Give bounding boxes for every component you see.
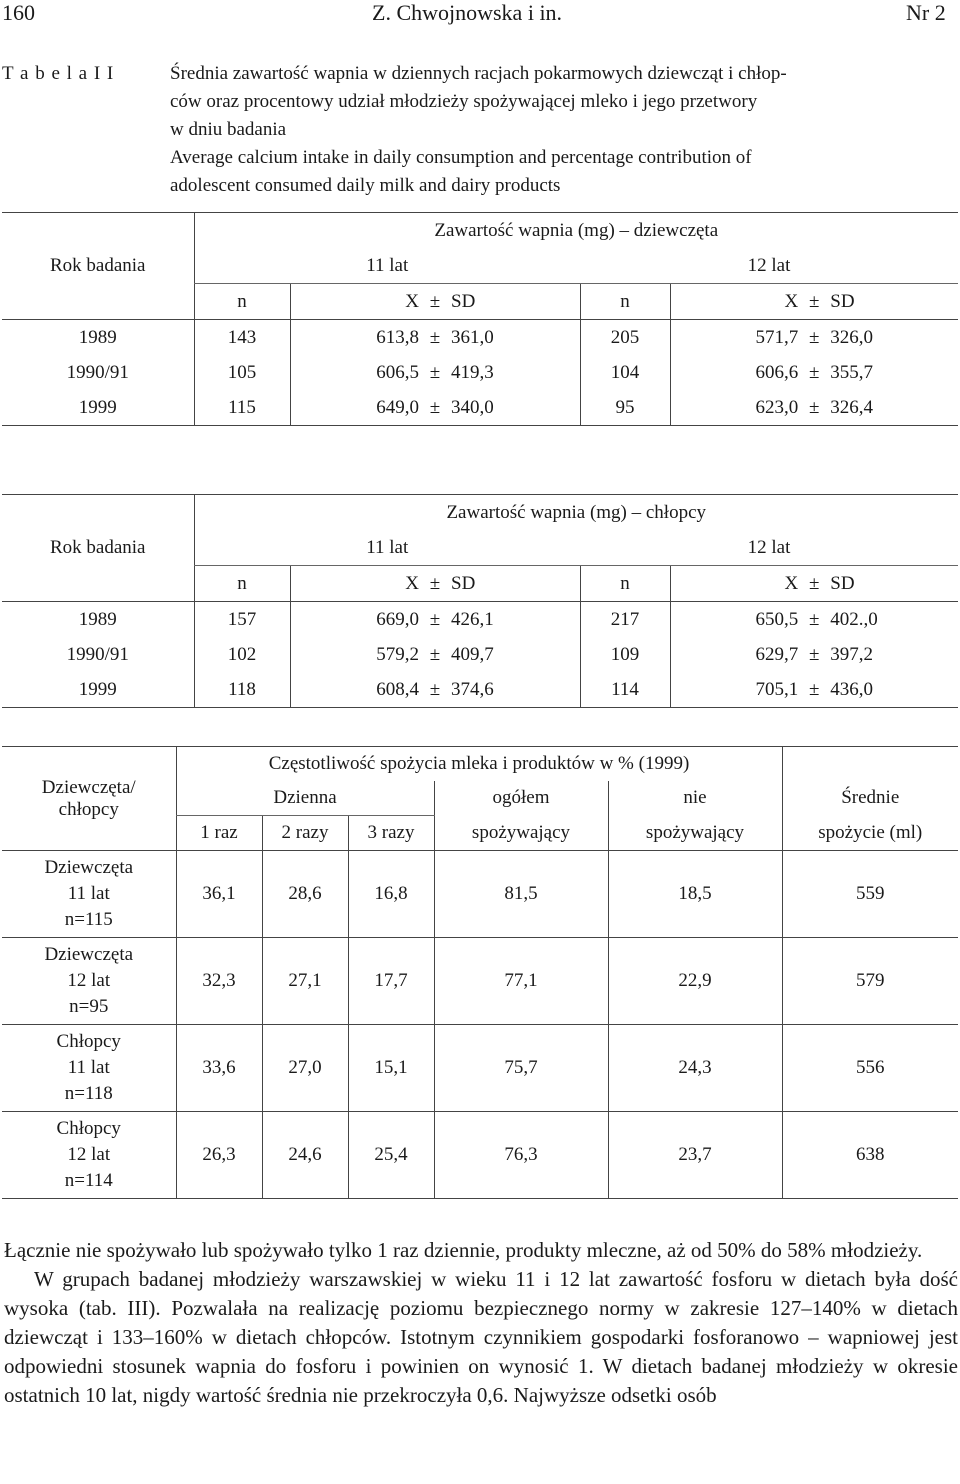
calcium-girls-table [2, 212, 958, 426]
table-row: Dziewczęta 11 lat n=115 36,1 28,6 16,8 81,5 18,5 559 [2, 851, 958, 938]
page-number: 160 [2, 0, 35, 25]
caption-pl-line: Średnia zawartość wapnia w dziennych racjach pokarmowych dziewcząt i chłop- [170, 63, 787, 84]
table-title: Częstotliwość spożycia mleka i produktów w % (1999) [176, 747, 782, 782]
age-12-header: 12 lat [580, 248, 958, 284]
none-header: nie [608, 781, 782, 816]
row-header: Rok badania [2, 495, 194, 602]
mean-sd-header: X ± SD [670, 566, 958, 602]
paragraph: W grupach badanej młodzieży warszawskiej w wieku 11 i 12 lat zawartość fosforu w dietach była dość wysoka (tab. III). Pozwalała na realizację poziomu bezpiecznego normy w zakresie 127–140% w dietach dziewcząt i 133–160% w dietach chłopców. Istotnym czynnikiem gospodarki fosforanowo – wapniowej jest odpowiedni stosunek wapnia do fosforu i powinien on wynosić 1. W dietach badanej młodzieży w okresie ostatnich 10 lat, nigdy wartość średnia nie przekroczyła 0,6. Najwyższe odsetki osób [4, 1267, 958, 1407]
body-text [4, 1236, 958, 1410]
mean-sd-header: X ± SD [290, 284, 580, 320]
group-header: Dziewczęta/ chłopcy [2, 747, 176, 851]
caption-pl-line: ców oraz procentowy udział młodzieży spożywającej mleko i jego przetwory [170, 91, 758, 112]
table-row: 1999 118 608,4 ± 374,6 114 705,1 ± 436,0 [2, 672, 958, 708]
age-11-header: 11 lat [194, 530, 580, 566]
running-authors: Z. Chwojnowska i in. [372, 0, 563, 25]
n-header: n [194, 284, 290, 320]
table-label: T a b e l a I I [2, 63, 115, 84]
table-caption [170, 60, 958, 200]
table-title: Zawartość wapnia (mg) – dziewczęta [194, 213, 958, 249]
three-times-header: 3 razy [348, 816, 434, 851]
avg-header: Średnie [782, 781, 958, 816]
caption-en-line: Average calcium intake in daily consumption and percentage contribution of [170, 147, 752, 168]
table-row: Dziewczęta 12 lat n=95 32,3 27,1 17,7 77,1 22,9 579 [2, 938, 958, 1025]
table-row: Chłopcy 11 lat n=118 33,6 27,0 15,1 75,7 24,3 556 [2, 1025, 958, 1112]
mean-sd-header: X ± SD [670, 284, 958, 320]
total-header: ogółem [434, 781, 608, 816]
table-row: 1990/91 105 606,5 ± 419,3 104 606,6 ± 355,7 [2, 355, 958, 390]
page-header [0, 0, 960, 30]
age-11-header: 11 lat [194, 248, 580, 284]
calcium-boys-table [2, 494, 958, 708]
twice-header: 2 razy [262, 816, 348, 851]
n-header: n [580, 284, 670, 320]
table-row: 1999 115 649,0 ± 340,0 95 623,0 ± 326,4 [2, 390, 958, 426]
table-row: 1989 143 613,8 ± 361,0 205 571,7 ± 326,0 [2, 320, 958, 356]
milk-frequency-table: Dziewczęta/ chłopcy Częstotliwość spożycia mleka i produktów w % (1999) Dzienna ogółem nie Średnie 1 raz 2 razy 3 razy spożywający spożywający spożycie (ml) Dziewczęta 11 lat n=115 36,1 28,6 16,8 81,5 18,5 559 Dziewczęta 12 lat n=95 32,3 27,1 17,7 77,1 22,9 579 Chłopcy 11 lat n=118 33,6 27,0 15,1 75,7 24,3 556 Chłopcy 12 lat n=114 26,3 24,6 25,4 76,3 23,7 638 [2, 746, 958, 1199]
row-header: Rok badania [2, 213, 194, 320]
daily-header: Dzienna [176, 781, 434, 816]
table-row: Chłopcy 12 lat n=114 26,3 24,6 25,4 76,3 23,7 638 [2, 1112, 958, 1199]
caption-en-line: adolescent consumed daily milk and dairy products [170, 175, 561, 196]
n-header: n [194, 566, 290, 602]
table-title: Zawartość wapnia (mg) – chłopcy [194, 495, 958, 531]
caption-pl-line: w dniu badania [170, 119, 287, 140]
mean-sd-header: X ± SD [290, 566, 580, 602]
n-header: n [580, 566, 670, 602]
issue-number: Nr 2 [906, 0, 946, 25]
age-12-header: 12 lat [580, 530, 958, 566]
table-row: 1990/91 102 579,2 ± 409,7 109 629,7 ± 397,2 [2, 637, 958, 672]
once-header: 1 raz [176, 816, 262, 851]
paragraph: Łącznie nie spożywało lub spożywało tylko 1 raz dziennie, produkty mleczne, aż od 50% do 58% młodzieży. [4, 1238, 923, 1262]
table-row: 1989 157 669,0 ± 426,1 217 650,5 ± 402.,0 [2, 602, 958, 638]
